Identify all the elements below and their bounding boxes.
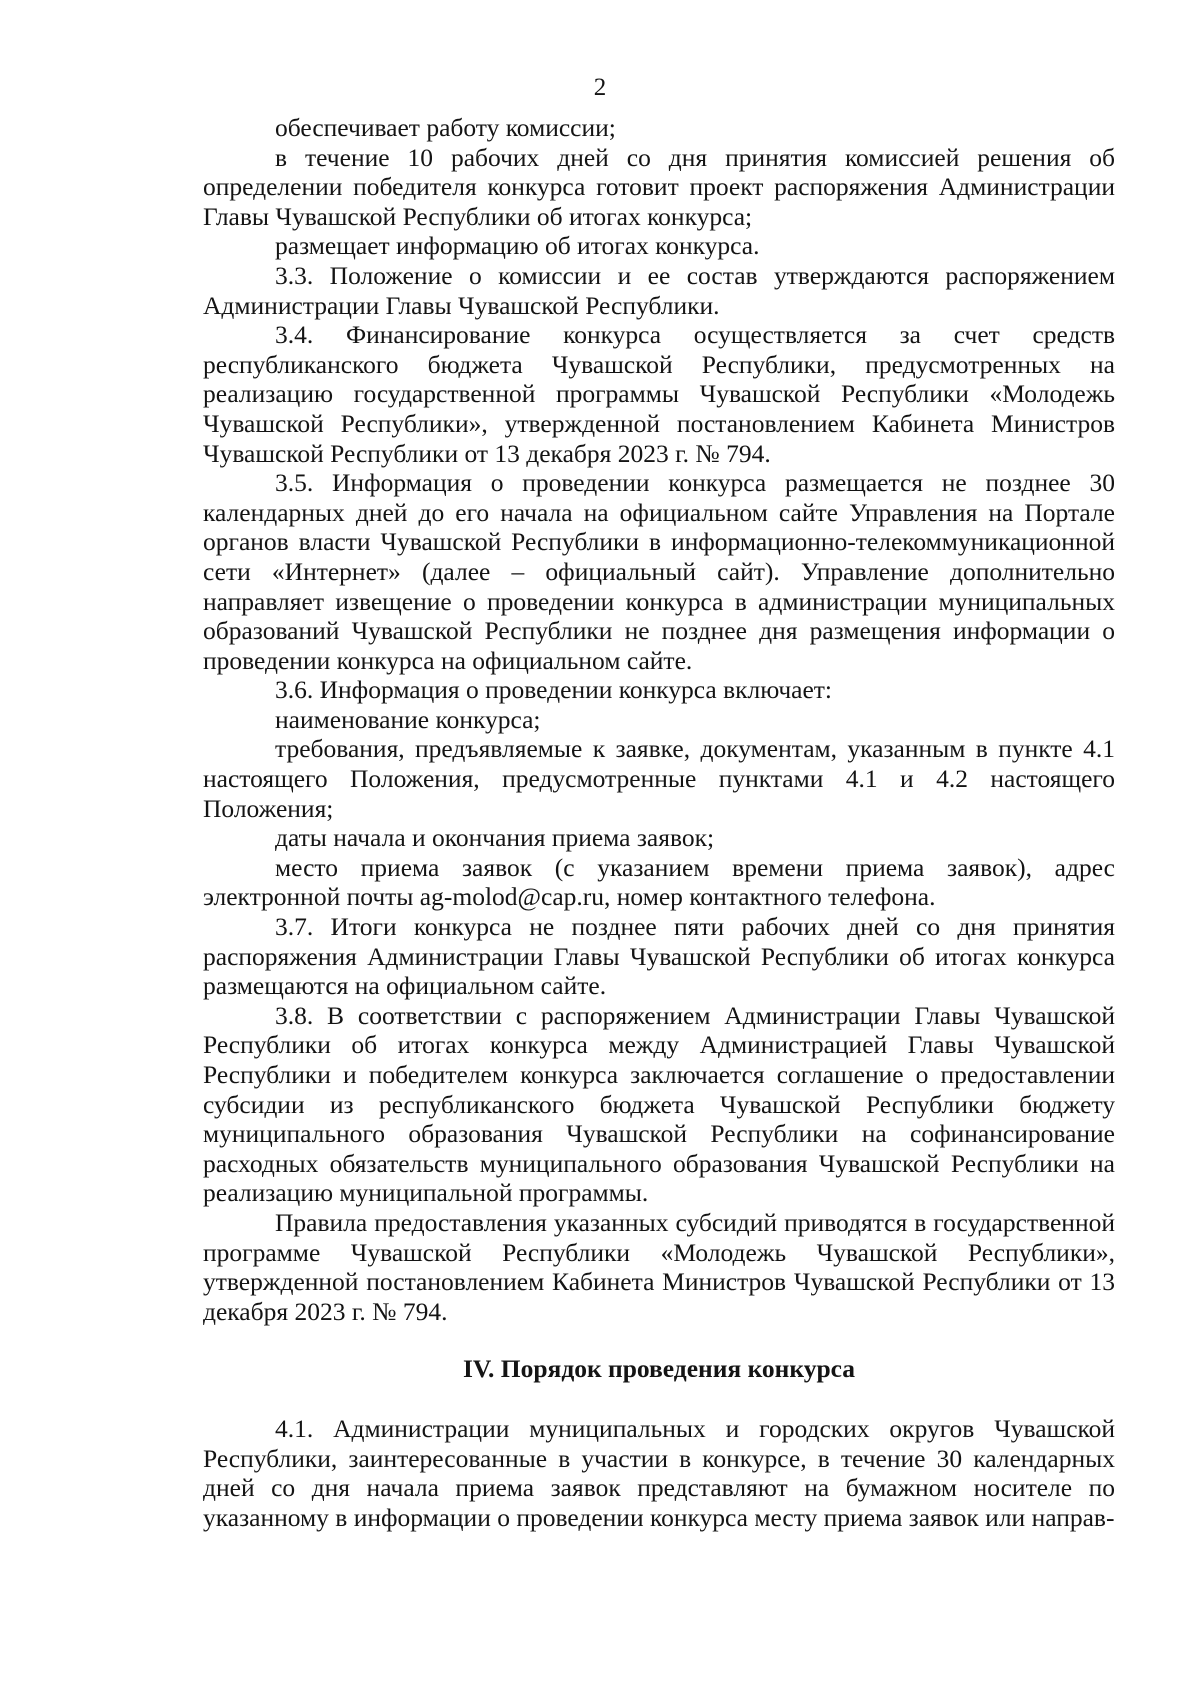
paragraph: 4.1. Администрации муниципальных и городских округов Чувашской Республики, заинтересованные в участии в конкурсе, в течение 30 календарных дней со дня начала приема заявок представляют на бумажном носителе по указанному в информации о проведении конкурса месту приема заявок или направ- bbox=[203, 1413, 1115, 1532]
paragraph: Правила предоставления указанных субсидий приводятся в государственной программе Чувашской Республики «Молодежь Чувашской Республики», утвержденной постановлением Кабинета Министров Чувашской Республики от 13 декабря 2023 г. № 794. bbox=[203, 1207, 1115, 1326]
paragraph: 3.5. Информация о проведении конкурса размещается не позднее 30 календарных дней до его начала на официальном сайте Управления на Портале органов власти Чувашской Республики в информационно-телекоммуникационной сети «Интернет» (далее – официальный сайт). Управление дополнительно направляет извещение о проведении конкурса в администрации муниципальных образований Чувашской Республики не позднее дня размещения информации о проведении конкурса на официальном сайте. bbox=[203, 468, 1115, 675]
paragraph: 3.4. Финансирование конкурса осуществляется за счет средств республиканского бюджета Чувашской Республики, предусмотренных на реализацию государственной программы Чувашской Республики «Молодежь Чувашской Республики», утвержденной постановлением Кабинета Министров Чувашской Республики от 13 декабря 2023 г. № 794. bbox=[203, 320, 1115, 468]
paragraph: наименование конкурса; bbox=[275, 704, 541, 734]
paragraph: 3.8. В соответствии с распоряжением Администрации Главы Чувашской Республики об итогах конкурса между Администрацией Главы Чувашской Республики и победителем конкурса заключается соглашение о предоставлении субсидии из республиканского бюджета Чувашской Республики бюджету муниципального образования Чувашской Республики на софинансирование расходных обязательств муниципального образования Чувашской Республики на реализацию муниципальной программы. bbox=[203, 1000, 1115, 1208]
page-number: 2 bbox=[593, 74, 607, 101]
paragraph: место приема заявок (с указанием времени приема заявок), адрес электронной почты ag-molod@cap.ru, номер контактного телефона. bbox=[203, 852, 1115, 912]
paragraph-group-before-heading bbox=[203, 113, 1115, 1326]
paragraph: требования, предъявляемые к заявке, документам, указанным в пункте 4.1 настоящего Положения, предусмотренные пунктами 4.1 и 4.2 настоящего Положения; bbox=[203, 734, 1115, 823]
paragraph-group-after-heading bbox=[203, 1414, 1115, 1532]
section-heading: IV. Порядок проведения конкурса bbox=[462, 1354, 856, 1384]
paragraph: 3.7. Итоги конкурса не позднее пяти рабочих дней со дня принятия распоряжения Администрации Главы Чувашской Республики об итогах конкурса размещаются на официальном сайте. bbox=[203, 912, 1115, 1001]
paragraph: размещает информацию об итогах конкурса. bbox=[275, 231, 760, 261]
paragraph: обеспечивает работу комиссии; bbox=[275, 113, 616, 142]
paragraph: 3.6. Информация о проведении конкурса включает: bbox=[275, 675, 833, 705]
paragraph: в течение 10 рабочих дней со дня принятия комиссией решения об определении победителя конкурса готовит проект распоряжения Администрации Главы Чувашской Республики об итогах конкурса; bbox=[203, 142, 1115, 231]
paragraph: даты начала и окончания приема заявок; bbox=[275, 823, 715, 853]
document-body bbox=[203, 113, 1115, 1532]
paragraph: 3.3. Положение о комиссии и ее состав утверждаются распоряжением Администрации Главы Чувашской Республики. bbox=[203, 260, 1115, 320]
